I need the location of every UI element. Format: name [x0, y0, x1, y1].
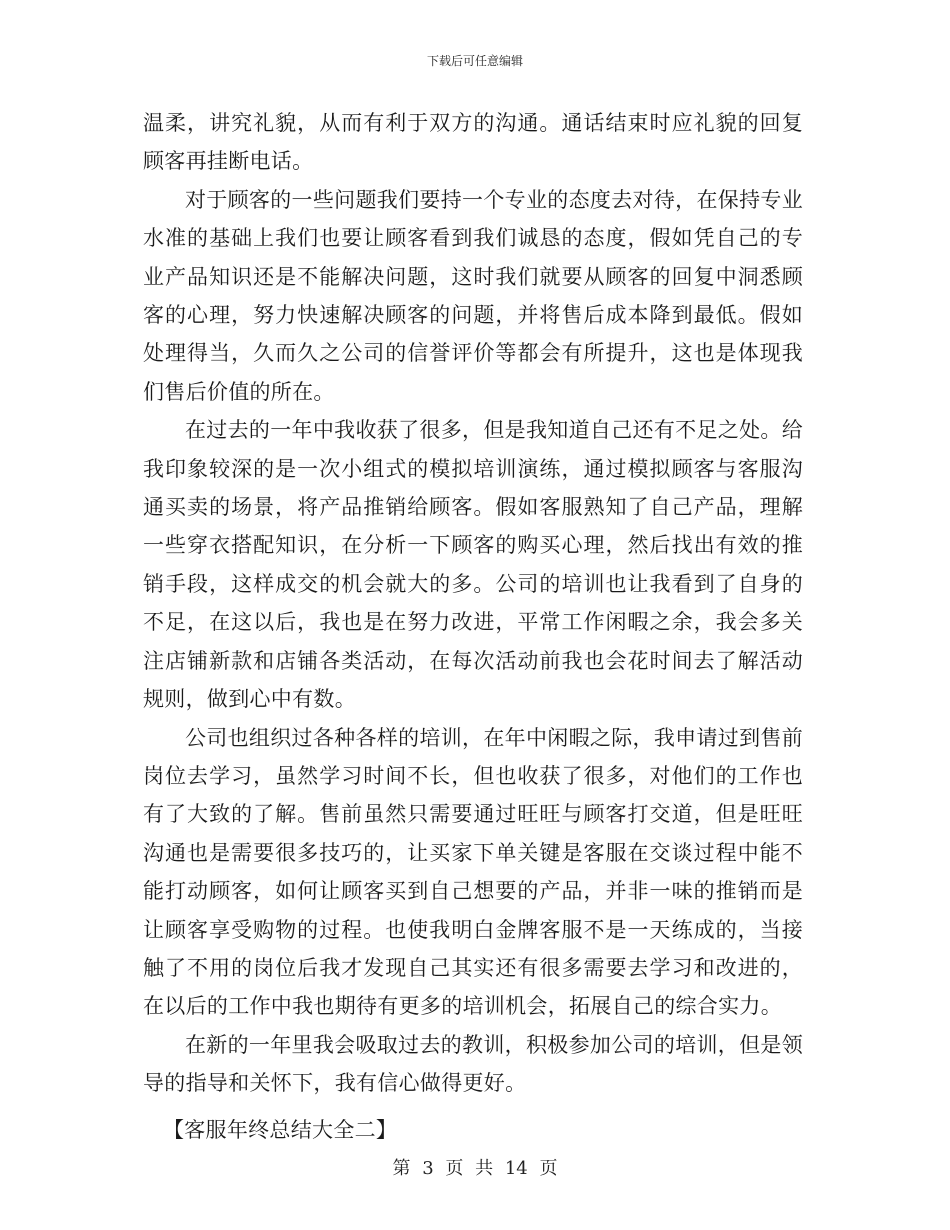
paragraph-1: 温柔，讲究礼貌，从而有利于双方的沟通。通话结束时应礼貌的回复顾客再挂断电话。: [143, 111, 803, 174]
page-footer: 第 3 页 共 14 页: [392, 1158, 558, 1179]
paragraph-2: 对于顾客的一些问题我们要持一个专业的态度去对待，在保持专业水准的基础上我们也要让顾客看到我们诚恳的态度，假如凭自己的专业产品知识还是不能解决问题，这时我们就要从顾客的回复中洞悉顾客的心理，努力快速解决顾客的问题，并将售后成本降到最低。假如处理得当，久而久之公司的信誉评价等都会有所提升，这也是体现我们售后价值的所在。: [143, 187, 803, 404]
paragraph-3: 在过去的一年中我收获了很多，但是我知道自己还有不足之处。给我印象较深的是一次小组式的模拟培训演练，通过模拟顾客与客服沟通买卖的场景，将产品推销给顾客。假如客服熟知了自己产品，理解一些穿衣搭配知识，在分析一下顾客的购买心理，然后找出有效的推销手段，这样成交的机会就大的多。公司的培训也让我看到了自身的不足，在这以后，我也是在努力改进，平常工作闲暇之余，我会多关注店铺新款和店铺各类活动，在每次活动前我也会花时间去了解活动规则，做到心中有数。: [143, 418, 803, 712]
page-header: 下载后可任意编辑: [426, 54, 523, 68]
paragraph-4: 公司也组织过各种各样的培训，在年中闲暇之际，我申请过到售前岗位去学习，虽然学习时间不长，但也收获了很多，对他们的工作也有了大致的了解。售前虽然只需要通过旺旺与顾客打交道，但是旺旺沟通也是需要很多技巧的，让买家下单关键是客服在交谈过程中能不能打动顾客，如何让顾客买到自己想要的产品，并非一味的推销而是让顾客享受购物的过程。也使我明白金牌客服不是一天练成的，当接触了不用的岗位后我才发现自己其实还有很多需要去学习和改进的，在以后的工作中我也期待有更多的培训机会，拓展自己的综合实力。: [143, 725, 803, 1019]
section-title: 【客服年终总结大全二】: [162, 1117, 398, 1142]
paragraph-5: 在新的一年里我会吸取过去的教训，积极参加公司的培训，但是领导的指导和关怀下，我有信心做得更好。: [143, 1032, 803, 1096]
document-body: [143, 104, 803, 1149]
